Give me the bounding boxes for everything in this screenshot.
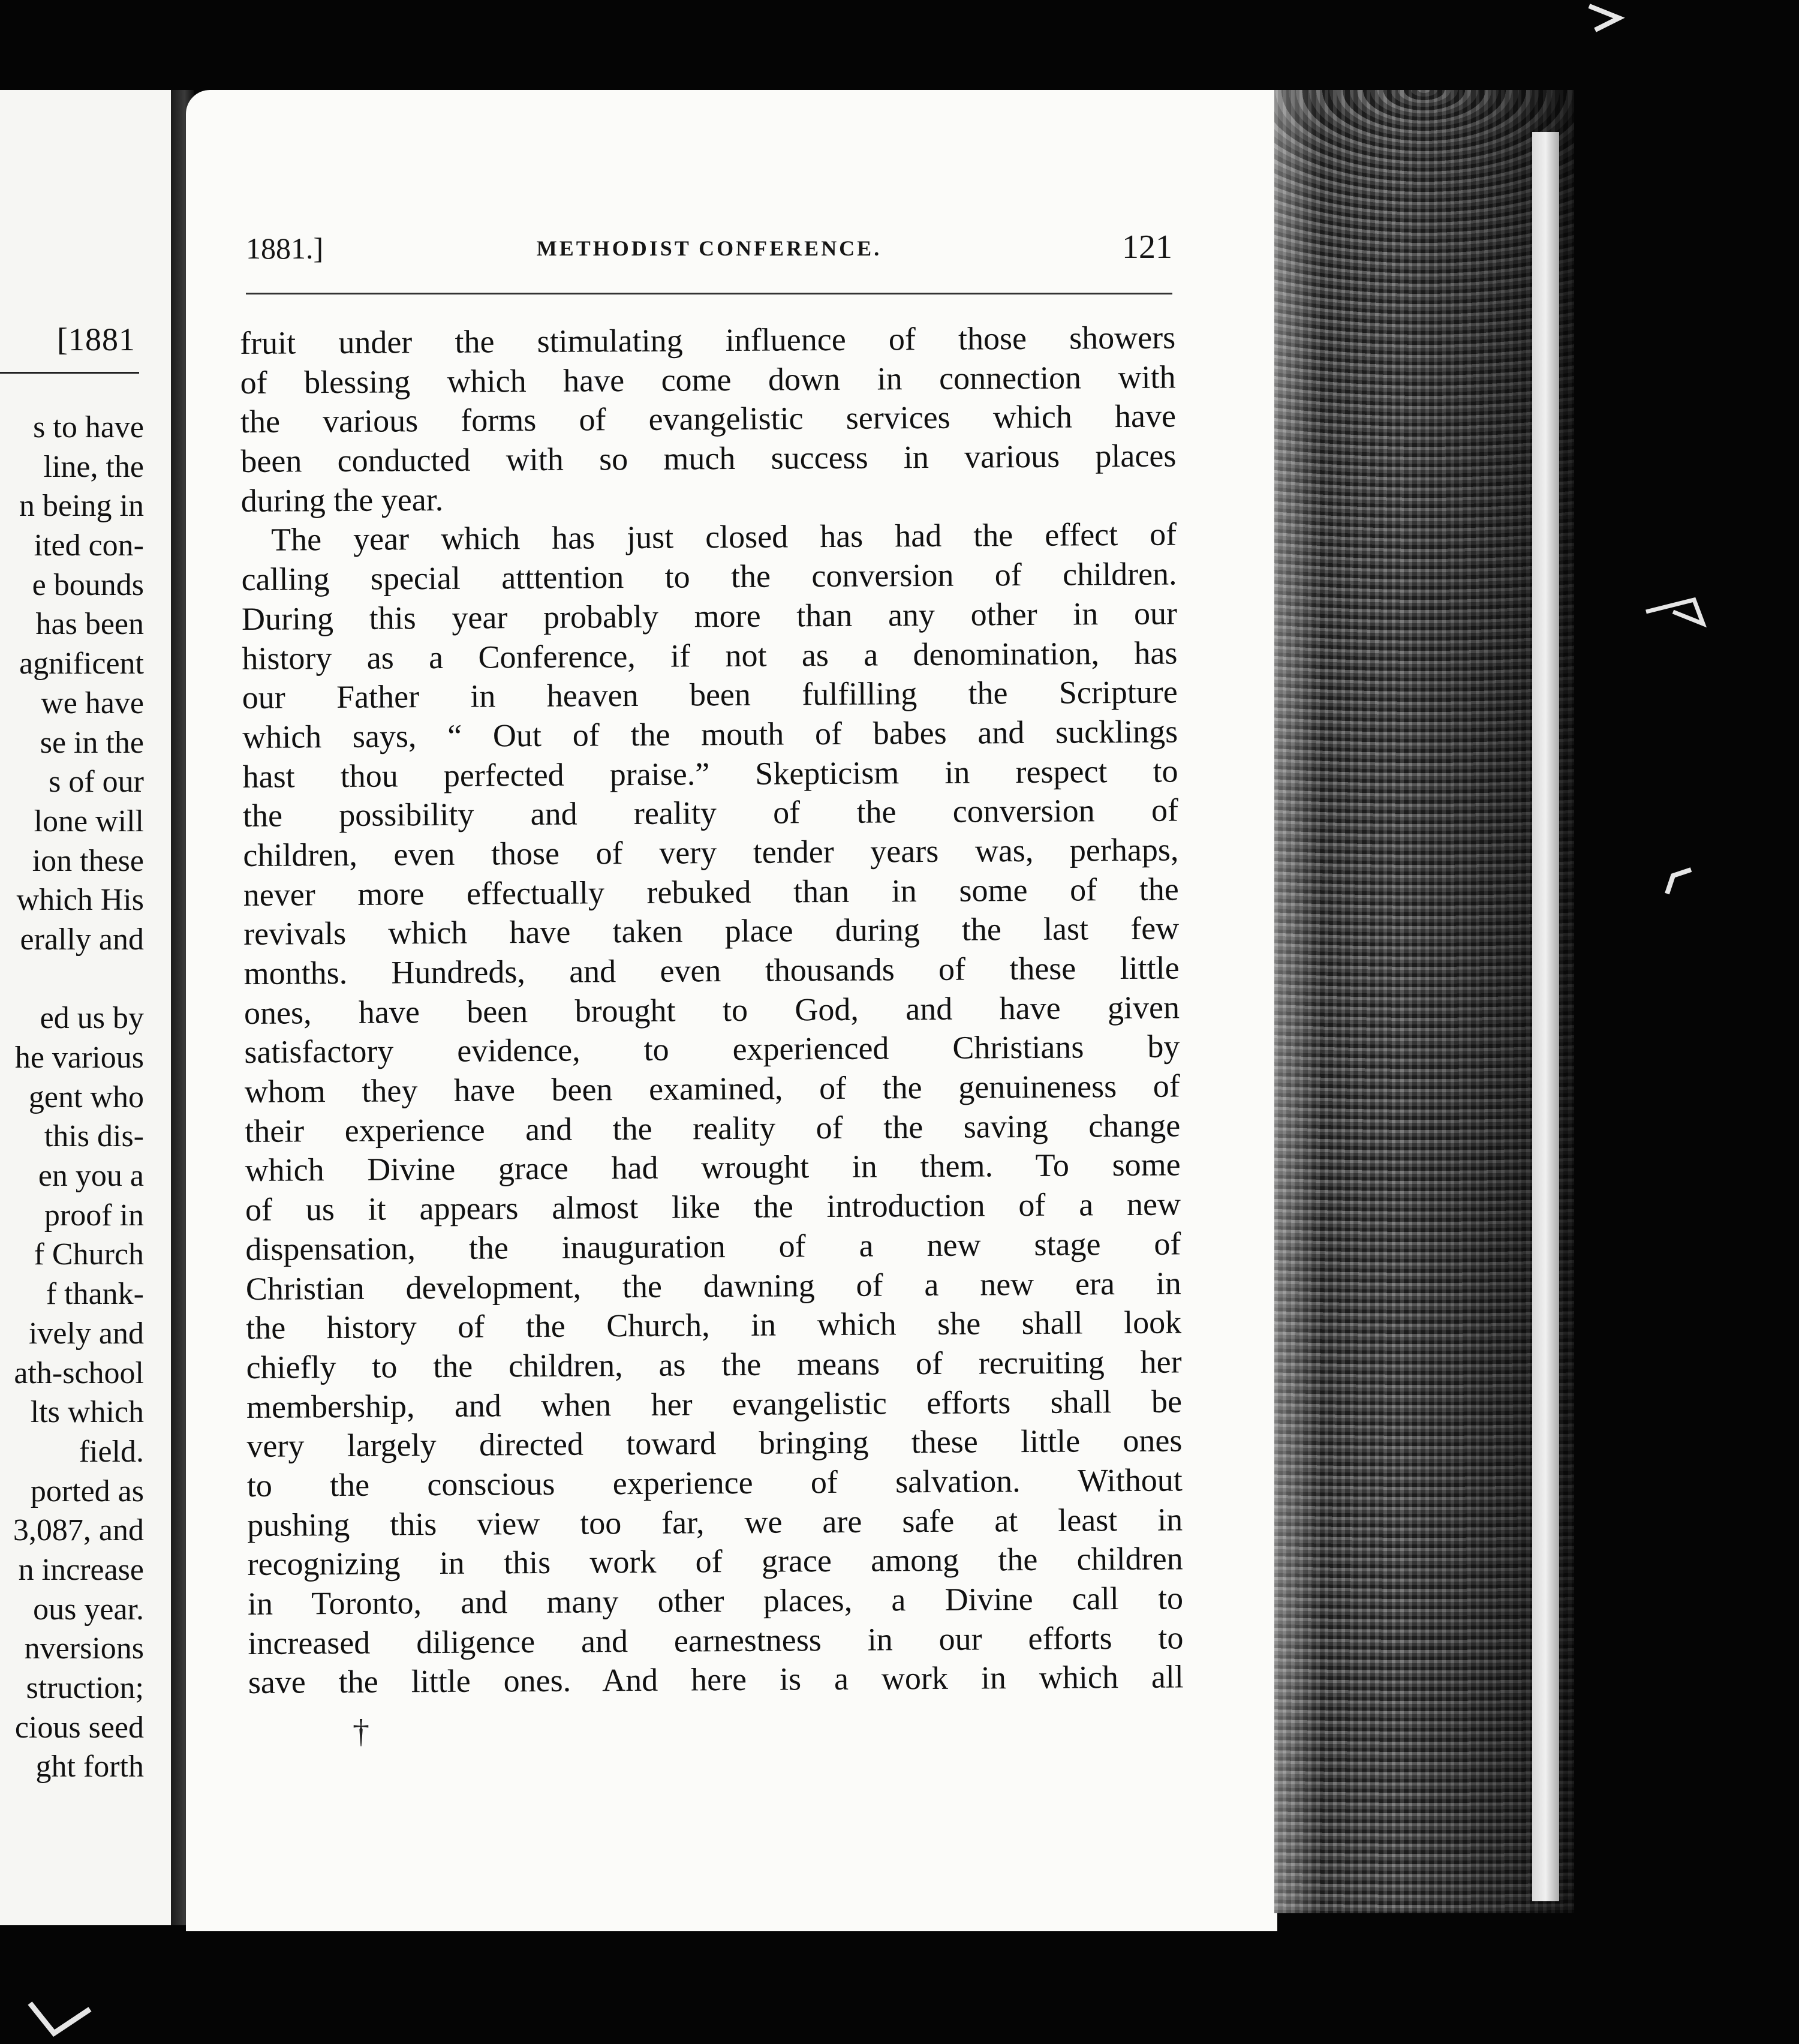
text-line: cious seed xyxy=(14,1710,144,1745)
text-line: never more effectually rebuked than in some of the xyxy=(243,871,1179,913)
text-line: s of our xyxy=(49,765,144,799)
scan-artifact-mark xyxy=(24,1997,96,2044)
running-head xyxy=(246,225,1172,273)
text-line: line, the xyxy=(43,449,144,484)
text-line: lone will xyxy=(34,804,144,838)
text-line: dispensation, the inauguration of a new stage of xyxy=(245,1225,1181,1267)
scan-artifact-mark xyxy=(1583,0,1631,36)
text-line: calling special atttention to the conversion of children. xyxy=(241,555,1177,598)
text-line: struction; xyxy=(26,1671,144,1705)
text-line: ively and xyxy=(28,1316,144,1351)
text-line: s to have xyxy=(33,410,144,444)
text-line: children, even those of very tender years was, perhaps, xyxy=(243,831,1179,873)
text-line: ous year. xyxy=(33,1592,144,1627)
text-line: e bounds xyxy=(32,567,144,602)
text-line: n being in xyxy=(19,489,144,524)
text-line: months. Hundreds, and even thousands of these little xyxy=(243,949,1180,991)
scan-artifact-mark xyxy=(1643,594,1709,630)
text-line: n increase xyxy=(18,1552,144,1587)
text-line: lts which xyxy=(30,1395,144,1430)
text-line: membership, and when her evangelistic efforts shall be xyxy=(246,1383,1183,1425)
text-line: the various forms of evangelistic services which have xyxy=(240,398,1177,440)
text-line: the history of the Church, in which she shall look xyxy=(246,1304,1182,1346)
text-line: we have xyxy=(41,686,144,720)
text-line: 3,087, and xyxy=(13,1513,144,1548)
text-line: f Church xyxy=(34,1237,144,1272)
text-line: Christian development, the dawning of a new era in xyxy=(245,1264,1181,1307)
text-line: gent who xyxy=(28,1080,144,1114)
text-line: he various xyxy=(14,1041,144,1075)
text-line: agnificent xyxy=(19,647,144,681)
text-line: revivals which have taken place during the last few xyxy=(243,910,1180,952)
text-line: erally and xyxy=(20,922,144,957)
text-line: ath-school xyxy=(14,1355,144,1390)
running-head-year: 1881.] xyxy=(246,232,324,265)
text-line: whom they have been examined, of the genuineness of xyxy=(244,1068,1180,1110)
header-rule xyxy=(246,293,1172,294)
left-page xyxy=(0,90,182,1925)
text-line: ported as xyxy=(30,1474,144,1508)
left-page-text xyxy=(0,408,144,1787)
text-line: ght forth xyxy=(35,1750,144,1784)
signature-mark: † xyxy=(353,1713,369,1750)
text-line: been conducted with so much success in various places xyxy=(240,437,1177,480)
text-line: of blessing which have come down in connection with xyxy=(240,359,1176,401)
text-line: en you a xyxy=(38,1159,144,1194)
text-line: fruit under the stimulating influence of those showers xyxy=(240,319,1176,361)
text-line: ion these xyxy=(32,843,144,878)
text-line: during the year. xyxy=(240,481,444,519)
left-running-head: [1881 xyxy=(57,321,136,357)
text-line: which Divine grace had wrought in them. To some xyxy=(245,1146,1181,1189)
text-line: our Father in heaven been fulfilling the Scripture xyxy=(242,674,1178,716)
text-line: pushing this view too far, we are safe at least in xyxy=(247,1501,1183,1543)
running-head-title: METHODIST CONFERENCE. xyxy=(536,236,882,260)
left-header-rule xyxy=(0,372,139,374)
cover-board-edge xyxy=(1532,132,1559,1901)
text-line: this dis- xyxy=(44,1119,144,1154)
text-line: increased diligence and earnestness in our efforts to xyxy=(248,1619,1184,1661)
text-line: save the little ones. And here is a work in which all xyxy=(248,1658,1184,1701)
text-line: ed us by xyxy=(40,1001,144,1036)
text-line: field. xyxy=(79,1434,144,1469)
text-line: has been xyxy=(35,607,144,642)
text-line: recognizing in this work of grace among the children xyxy=(247,1540,1183,1583)
text-line: their experience and the reality of the saving change xyxy=(245,1107,1181,1149)
text-line: hast thou perfected praise.” Skepticism in respect to xyxy=(242,753,1178,795)
text-line: which His xyxy=(16,883,144,918)
text-line: chiefly to the children, as the means of recruiting her xyxy=(246,1343,1182,1385)
scan-artifact-mark xyxy=(1661,864,1697,900)
text-line: During this year probably more than any other in our xyxy=(241,595,1178,637)
text-line: satisfactory evidence, to experienced Christians by xyxy=(244,1028,1180,1071)
text-line: the possibility and reality of the conversion of xyxy=(242,792,1179,834)
text-line: f thank- xyxy=(46,1277,144,1312)
text-line: of us it appears almost like the introduction of a new xyxy=(245,1186,1181,1228)
page-number: 121 xyxy=(1122,229,1172,266)
body-text xyxy=(240,318,1184,1703)
text-line: proof in xyxy=(44,1198,144,1233)
text-line: in Toronto, and many other places, a Divine call to xyxy=(247,1580,1184,1622)
text-line: The year which has just closed has had the effect of xyxy=(271,516,1177,558)
text-line: se in the xyxy=(40,725,144,760)
text-line xyxy=(0,960,144,999)
text-line: history as a Conference, if not as a denomination, has xyxy=(242,634,1178,677)
fore-edge-shading xyxy=(1274,90,1574,1913)
text-line: which says, “ Out of the mouth of babes and sucklings xyxy=(242,713,1178,755)
text-line: to the conscious experience of salvation. Without xyxy=(246,1462,1183,1504)
text-line: very largely directed toward bringing these little ones xyxy=(246,1422,1183,1465)
text-line: ones, have been brought to God, and have given xyxy=(243,989,1180,1031)
text-line: ited con- xyxy=(34,528,144,563)
text-line: nversions xyxy=(24,1631,144,1666)
